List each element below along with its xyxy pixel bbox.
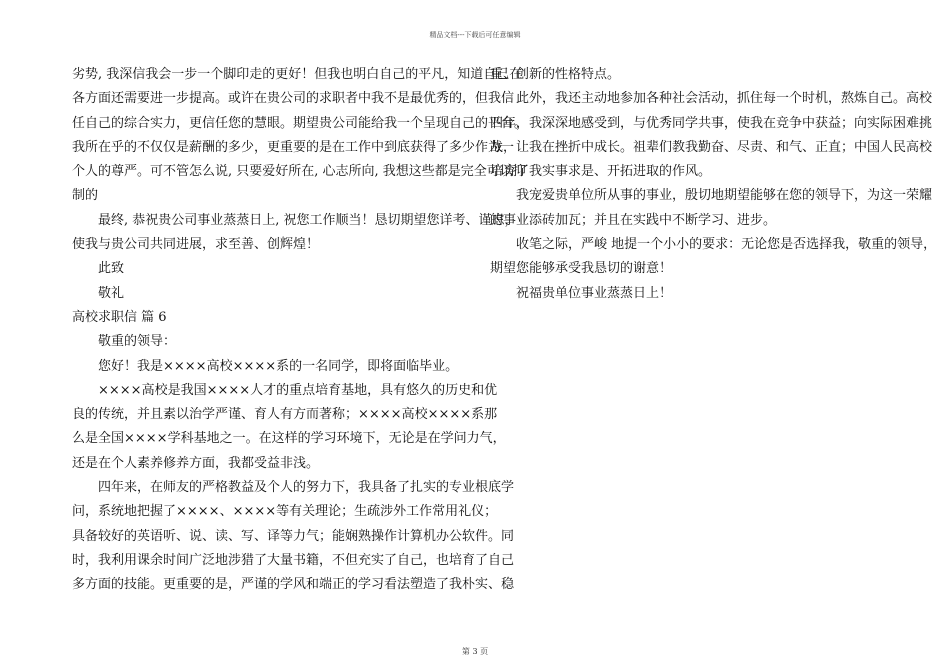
text-line: 多方面的技能。更重要的是，严谨的学风和端正的学习看法塑造了我朴实、稳 <box>72 577 515 593</box>
text-line: 么是全国××××学科基地之一。在这样的学习环境下，无论是在学问力气， <box>72 431 506 447</box>
text-line: 的事业添砖加瓦；并且在实践中不断学习、进步。 <box>490 212 777 228</box>
text-line: 祝福贵单位事业蒸蒸日上！ <box>516 285 673 301</box>
text-line: 任自己的综合实力，更信任您的慧眼。期望贵公司能给我一个呈现自己的平台。 <box>72 115 528 131</box>
text-line: 个人的尊严。可不管怎么说, 只要爱好所在, 心志所向, 我想这些都是完全可以抑 <box>72 164 526 180</box>
page-number: 第 3 页 <box>461 647 489 656</box>
text-line: 重、创新的性格特点。 <box>490 67 621 82</box>
text-line: 敬重的领导： <box>98 334 177 350</box>
text-line: 制的 <box>72 188 99 204</box>
text-line: 还是在个人素养修养方面，我都受益非浅。 <box>72 455 320 471</box>
text-line: ××××高校是我国××××人才的重点培育基地，具有悠久的历史和优 <box>98 382 498 398</box>
text-line: 良的传统，并且素以治学严谨、育人有方而著称；××××高校××××系那 <box>72 407 498 423</box>
text-line: 您好！我是××××高校××××系的一名同学，即将面临毕业。 <box>98 358 459 374</box>
text-line: 敬礼 <box>98 285 125 301</box>
text-line: 时，我利用课余时间广泛地涉猎了大量书籍，不但充实了自己，也培育了自己 <box>72 552 515 568</box>
text-line: 四年来，在师友的严格教益及个人的努力下，我具备了扎实的专业根底学 <box>98 480 515 496</box>
text-line: 战，让我在挫折中成长。祖辈们教我勤奋、尽责、和气、正直；中国人民高校 <box>490 139 933 155</box>
text-line: 四年，我深深地感受到，与优秀同学共事，使我在竞争中获益；向实际困难挑 <box>490 115 933 131</box>
page-header: 精品文档---下载后可任意编辑 <box>429 31 521 39</box>
text-line: 此外，我还主动地参加各种社会活动，抓住每一个时机，熬炼自己。高校 <box>516 91 933 107</box>
text-line: 最终, 恭祝贵公司事业蒸蒸日上, 祝您工作顺当！恳切期望您详考、谨虑， <box>98 212 518 228</box>
text-line: 各方面还需要进一步提高。或许在贵公司的求职者中我不是最优秀的，但我信 <box>72 91 515 107</box>
right-column <box>490 63 937 306</box>
text-line: 期望您能够承受我恳切的谢意！ <box>490 261 673 277</box>
text-line: 劣势, 我深信我会一步一个脚印走的更好！但我也明白自己的平凡，知道自己在 <box>72 67 523 82</box>
text-line: 问，系统地把握了××××、××××等有关理论；生疏涉外工作常用礼仪； <box>72 504 498 520</box>
text-line: 使我与贵公司共同进展，求至善、创辉煌！ <box>72 237 320 253</box>
text-line: 高校求职信 篇 6 <box>72 309 167 325</box>
text-line: 我所在乎的不仅仅是薪酬的多少，更重要的是在工作中到底获得了多少作为一 <box>72 139 515 155</box>
text-line: 此致 <box>98 261 125 277</box>
text-line: 培育了我实事求是、开拓进取的作风。 <box>490 164 712 180</box>
text-line: 收笔之际，严峻 地提一个小小的要求：无论您是否选择我，敬重的领导， <box>516 237 937 253</box>
text-line: 具备较好的英语听、说、读、写、译等力气；能娴熟操作计算机办公软件。同 <box>72 528 515 544</box>
left-column <box>72 63 528 598</box>
text-line: 我宠爱贵单位所从事的事业，殷切地期望能够在您的领导下，为这一荣耀 <box>516 188 933 204</box>
